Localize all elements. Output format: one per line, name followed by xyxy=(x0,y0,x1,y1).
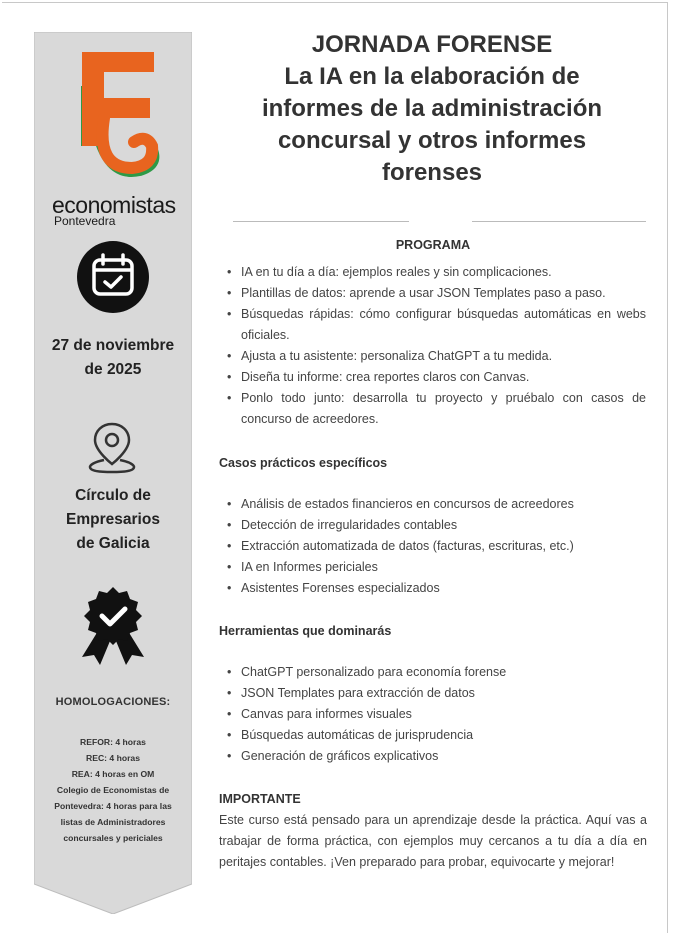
casos-list xyxy=(224,494,646,599)
homologaciones-title: HOMOLOGACIONES: xyxy=(55,696,171,708)
logo-city: Pontevedra xyxy=(54,214,116,228)
sidebar-banner xyxy=(34,32,192,914)
importante-heading: IMPORTANTE xyxy=(219,792,301,806)
herramientas-list xyxy=(224,662,646,767)
list-item: • Ajusta a tu asistente: personaliza ChatGPT a tu medida. xyxy=(224,346,646,367)
title-line-4: concursal y otros informes xyxy=(277,127,587,154)
logo-mark xyxy=(42,50,186,190)
event-date xyxy=(34,334,192,382)
page-title xyxy=(222,31,642,187)
homologaciones-list xyxy=(38,734,188,846)
venue-line-3: de Galicia xyxy=(76,535,150,552)
calendar-check-icon xyxy=(76,240,150,314)
homologacion-line: concursales y periciales xyxy=(63,833,163,843)
programa-heading: PROGRAMA xyxy=(395,238,471,252)
list-item: • ChatGPT personalizado para economía forense xyxy=(224,662,646,683)
award-badge-icon xyxy=(74,585,152,665)
list-item: • Búsquedas rápidas: cómo configurar búsquedas automáticas en webs oficiales. xyxy=(224,304,646,346)
homologacion-line: REC: 4 horas xyxy=(86,753,140,763)
importante-text: Este curso está pensado para un aprendizaje desde la práctica. Aquí vas a trabajar de forma práctica, con ejemplos muy cercanos a tu día a día en peritajes contables. ¡Ven preparado para probar, equivocarte y mejorar! xyxy=(219,813,647,869)
homologacion-line: Colegio de Economistas de xyxy=(56,785,170,795)
logo-wordmark: economistas xyxy=(52,192,176,218)
programa-list xyxy=(224,262,646,430)
date-line-2: de 2025 xyxy=(84,361,142,378)
economistas-logo xyxy=(42,50,186,250)
date-line-1: 27 de noviembre xyxy=(51,337,175,354)
divider-left xyxy=(233,221,409,222)
venue-line-2: Empresarios xyxy=(66,511,160,528)
title-line-1: JORNADA FORENSE xyxy=(311,31,553,58)
list-item: • Búsquedas automáticas de jurisprudencia xyxy=(224,725,646,746)
herramientas-heading: Herramientas que dominarás xyxy=(219,624,392,638)
title-line-5: forenses xyxy=(381,159,483,186)
list-item: • Ponlo todo junto: desarrolla tu proyecto y pruébalo con casos de concurso de acreedores. xyxy=(224,388,646,430)
list-item: • Canvas para informes visuales xyxy=(224,704,646,725)
list-item: • Análisis de estados financieros en concursos de acreedores xyxy=(224,494,646,515)
list-item: • Generación de gráficos explicativos xyxy=(224,746,646,767)
list-item: • IA en Informes periciales xyxy=(224,557,646,578)
casos-heading: Casos prácticos específicos xyxy=(219,456,388,470)
list-item: • Detección de irregularidades contables xyxy=(224,515,646,536)
homologacion-line: Pontevedra: 4 horas para las xyxy=(54,801,172,811)
homologacion-line: REA: 4 horas en OM xyxy=(71,769,155,779)
homologacion-line: REFOR: 4 horas xyxy=(80,737,146,747)
venue-line-1: Círculo de xyxy=(75,487,151,504)
homologacion-line: listas de Administradores xyxy=(60,817,166,827)
title-line-2: La IA en la elaboración de xyxy=(284,63,580,90)
list-item: • Diseña tu informe: crea reportes claros con Canvas. xyxy=(224,367,646,388)
map-pin-icon xyxy=(86,420,138,474)
title-line-3: informes de la administración xyxy=(261,95,603,122)
divider-right xyxy=(472,221,646,222)
list-item: • Extracción automatizada de datos (facturas, escrituras, etc.) xyxy=(224,536,646,557)
list-item: • JSON Templates para extracción de datos xyxy=(224,683,646,704)
list-item: • Asistentes Forenses especializados xyxy=(224,578,646,599)
event-venue xyxy=(34,484,192,556)
list-item: • Plantillas de datos: aprende a usar JSON Templates paso a paso. xyxy=(224,283,646,304)
list-item: • IA en tu día a día: ejemplos reales y sin complicaciones. xyxy=(224,262,646,283)
